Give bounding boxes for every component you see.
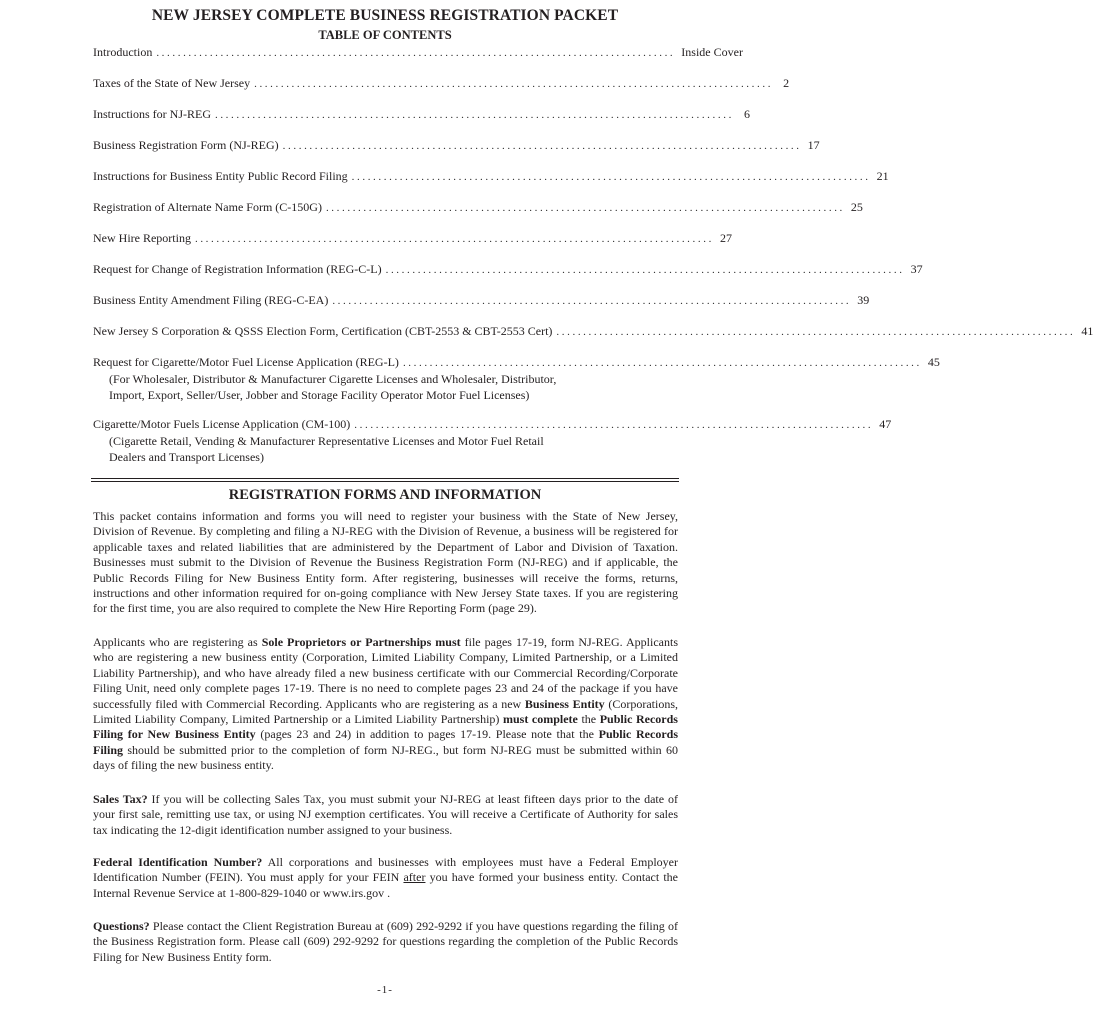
toc-leader: .................................................................................................	[325, 202, 845, 214]
toc-leader: .................................................................................................	[156, 47, 676, 59]
toc-leader: .................................................................................................	[354, 419, 874, 431]
toc-label: Business Registration Form (NJ-REG)	[93, 138, 279, 152]
toc-entry-change-registration	[93, 261, 923, 278]
questions-paragraph	[93, 919, 678, 965]
applicants-bold: Public Records Filing for New Business Entity	[93, 712, 678, 742]
toc-entry-public-record-filing	[93, 168, 889, 185]
toc-entry-new-hire	[93, 230, 732, 247]
applicants-text: (pages 23 and 24) in addition to pages 17-19. Please note that the	[255, 727, 599, 742]
toc-entry-alternate-name	[93, 199, 863, 216]
applicants-text: Applicants who are registering as	[93, 635, 262, 649]
toc-leader: .................................................................................................	[385, 264, 905, 276]
toc-label: New Hire Reporting	[93, 231, 191, 245]
toc-label: Instructions for NJ-REG	[93, 107, 211, 121]
toc-entry-cigarette-cm-100	[93, 416, 892, 465]
toc-label: New Jersey S Corporation & QSSS Election Form, Certification (CBT-2553 & CBT-2553 Cert)	[93, 324, 553, 338]
fein-text: All corporations and businesses with employees must have a Federal Employer Identification Number (FEIN). You must apply for your FEIN	[93, 855, 678, 885]
section-heading: REGISTRATION FORMS AND INFORMATION	[228, 487, 542, 503]
toc-sub-line: (Cigarette Retail, Vending & Manufacturer Representative Licenses and Motor Fuel Retail	[109, 434, 544, 448]
toc-sub-line: Dealers and Transport Licenses)	[109, 450, 264, 464]
toc-page: 37	[910, 262, 923, 276]
applicants-bold: Sole Proprietors or Partnerships must	[261, 635, 461, 649]
applicants-paragraph	[93, 635, 678, 774]
applicants-bold: must complete	[502, 712, 578, 727]
toc-leader: .................................................................................................	[254, 78, 774, 90]
fein-paragraph	[93, 855, 678, 901]
fein-after-emphasis: after	[403, 870, 426, 885]
toc-page: 21	[876, 169, 889, 183]
toc-label: Instructions for Business Entity Public Record Filing	[93, 169, 348, 183]
applicants-text: file pages 17-19, form NJ-REG. Applicants who are registering a new business entity (Corporation, Limited Liability Company, Limited Partnership, or a Limited Liability Partnership), and who have already filed a new business certificate with our Commercial Recording/Corporate Filing Unit, need only complete pages 17-19. There is no need to complete pages 23 and 24 of the package if you have successfully filed with Commercial Recording. Applicants who are registering as a new	[93, 635, 679, 711]
applicants-text: (Corporations, Limited Liability Company, Limited Partnership or a Limited Liability Partnership)	[93, 696, 679, 727]
fein-text: .	[384, 885, 391, 900]
toc-page: 39	[857, 293, 870, 307]
fein-text: you have formed your business entity. Contact the Internal Revenue Service at 1-800-829-1040 or	[93, 870, 678, 900]
toc-leader: .................................................................................................	[214, 109, 734, 121]
toc-page: 17	[807, 138, 820, 152]
toc-page: 41	[1081, 324, 1093, 338]
toc-leader: .................................................................................................	[282, 140, 802, 152]
page-number: -1-	[377, 984, 393, 996]
applicants-text: should be submitted prior to the completion of form NJ-REG., but form NJ-REG must be submitted within 60 days of filing the new business entity.	[93, 742, 678, 773]
irs-link[interactable]: www.irs.gov	[322, 885, 385, 900]
toc-page: 2	[783, 76, 790, 90]
toc-page: 45	[927, 355, 940, 369]
toc-leader: .................................................................................................	[351, 171, 871, 183]
toc-leader: .................................................................................................	[556, 326, 1076, 338]
toc-entry-cigarette-reg-l	[93, 354, 940, 403]
toc-entry-amendment-filing	[93, 292, 870, 309]
toc-entry-s-corporation	[93, 323, 1093, 340]
toc-heading: TABLE OF CONTENTS	[318, 28, 452, 42]
questions-label: Questions?	[93, 919, 150, 933]
toc-entry-introduction	[93, 44, 743, 61]
intro-text: This packet contains information and forms you will need to register your business with the State of New Jersey, Division of Revenue. By completing and filing a NJ-REG with the Division of Revenue, a business will be registered for applicable taxes and related liabilities that are administered by the Department of Labor and Division of Taxation. Businesses must submit to the Division of Revenue the Business Registration Form (NJ-REG) and if applicable, the Public Records Filing for New Business Entity form. After registering, businesses will receive the forms, returns, instructions and other information required for on-going compliance with New Jersey State taxes. If you are registering for the first time, you are also required to complete the New Hire Reporting Form (page 29).	[93, 509, 678, 616]
sales-tax-paragraph	[93, 792, 678, 838]
toc-page: 27	[719, 231, 732, 245]
toc-label: Business Entity Amendment Filing (REG-C-EA)	[93, 293, 329, 307]
section-divider-top	[91, 478, 679, 479]
toc-entry-instructions-nj-reg	[93, 106, 750, 123]
toc-page: 25	[850, 200, 863, 214]
intro-paragraph	[93, 509, 678, 617]
toc-label: Request for Change of Registration Information (REG-C-L)	[93, 262, 382, 276]
page-title: NEW JERSEY COMPLETE BUSINESS REGISTRATION PACKET	[151, 7, 619, 24]
fein-label: Federal Identification Number?	[93, 855, 263, 869]
applicants-text: the	[577, 712, 600, 727]
toc-leader: .................................................................................................	[332, 295, 852, 307]
applicants-bold: Business Entity	[524, 696, 605, 711]
toc-label: Taxes of the State of New Jersey	[93, 76, 251, 90]
sales-tax-label: Sales Tax?	[93, 792, 148, 806]
toc-leader: .................................................................................................	[194, 233, 714, 245]
toc-label: Introduction	[93, 45, 153, 59]
applicants-bold: Public Records Filing	[93, 727, 679, 757]
section-divider-bottom	[91, 481, 679, 482]
toc-page: 47	[879, 417, 892, 431]
toc-label: Request for Cigarette/Motor Fuel License Application (REG-L)	[93, 355, 399, 369]
toc-page: Inside Cover	[681, 45, 743, 59]
toc-leader: .................................................................................................	[402, 357, 922, 369]
toc-page: 6	[743, 107, 750, 121]
toc-sub-line: Import, Export, Seller/User, Jobber and Storage Facility Operator Motor Fuel Licenses)	[109, 388, 530, 402]
toc-entry-taxes	[93, 75, 790, 92]
questions-text: Please contact the Client Registration Bureau at (609) 292-9292 if you have questions regarding the filing of the Business Registration form. Please call (609) 292-9292 for questions regarding the completion of the Public Records Filing for New Business Entity form.	[93, 919, 678, 964]
sales-tax-text: If you will be collecting Sales Tax, you must submit your NJ-REG at least fifteen days prior to the date of your first sale, remitting use tax, or using NJ exemption certificates. You will receive a Certificate of Authority for sales tax indicating the 12-digit identification number assigned to your business.	[93, 792, 678, 837]
toc-sub-line: (For Wholesaler, Distributor & Manufacturer Cigarette Licenses and Wholesaler, Distributor,	[109, 372, 557, 386]
toc-label: Cigarette/Motor Fuels License Application (CM-100)	[93, 417, 351, 431]
toc-label: Registration of Alternate Name Form (C-150G)	[93, 200, 322, 214]
toc-entry-business-registration-form	[93, 137, 820, 154]
